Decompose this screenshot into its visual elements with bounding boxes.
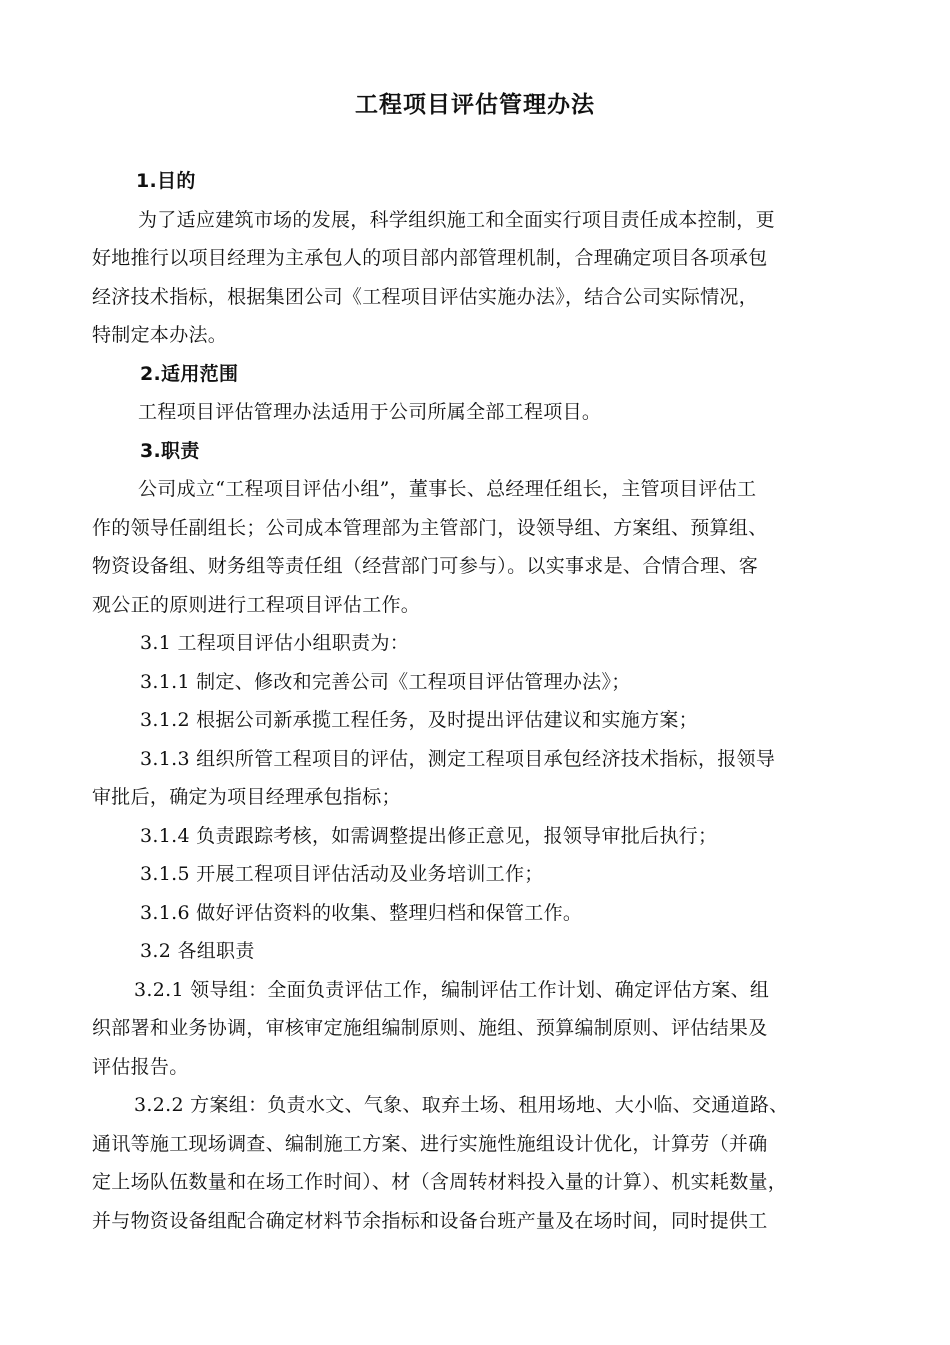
- paragraph-line: 物资设备组、财务组等责任组（经营部门可参与）。以实事求是、合情合理、客: [92, 555, 759, 577]
- paragraph-line: 特制定本办法。: [92, 324, 228, 346]
- paragraph-line: 通讯等施工现场调查、编制施工方案、进行实施性施组设计优化，计算劳（并确: [92, 1132, 768, 1155]
- paragraph-line: 好地推行以项目经理为主承包人的项目部内部管理机制，合理确定项目各项承包: [92, 247, 768, 269]
- paragraph-line: 3.1.1 制定、修改和完善公司《工程项目评估管理办法》；: [140, 670, 631, 693]
- paragraph-line: 审批后，确定为项目经理承包指标；: [92, 786, 401, 808]
- paragraph-line: 3.2.1 领导组：全面负责评估工作，编制评估工作计划、确定评估方案、组: [134, 978, 770, 1001]
- paragraph-line: 3.1.3 组织所管工程项目的评估，测定工程项目承包经济技术指标，报领导: [140, 747, 776, 770]
- paragraph-line: 观公正的原则进行工程项目评估工作。: [92, 593, 421, 616]
- paragraph-line: 为了适应建筑市场的发展，科学组织施工和全面实行项目责任成本控制，更: [138, 208, 775, 231]
- paragraph-line: 并与物资设备组配合确定材料节余指标和设备台班产量及在场时间，同时提供工: [92, 1209, 768, 1232]
- paragraph-line: 织部署和业务协调，审核审定施组编制原则、施组、预算编制原则、评估结果及: [92, 1017, 768, 1039]
- paragraph-line: 3.2 各组职责: [140, 940, 255, 962]
- section-heading: 3.职责: [140, 439, 200, 462]
- paragraph-line: 3.2.2 方案组：负责水文、气象、取弃土场、租用场地、大小临、交通道路、: [134, 1094, 789, 1116]
- section-heading: 1.目的: [136, 170, 196, 192]
- document-title: 工程项目评估管理办法: [355, 92, 595, 118]
- section-heading: 2.适用范围: [140, 362, 239, 385]
- paragraph-line: 3.1.4 负责跟踪考核，如需调整提出修正意见，报领导审批后执行；: [140, 824, 718, 847]
- paragraph-line: 作的领导任副组长；公司成本管理部为主管部门，设领导组、方案组、预算组、: [92, 516, 768, 539]
- paragraph-line: 3.1.6 做好评估资料的收集、整理归档和保管工作。: [140, 901, 583, 924]
- paragraph-line: 3.1 工程项目评估小组职责为：: [140, 632, 410, 654]
- paragraph-line: 3.1.5 开展工程项目评估活动及业务培训工作；: [140, 863, 544, 885]
- paragraph-line: 定上场队伍数量和在场工作时间）、材（含周转材料投入量的计算）、机实耗数量，: [92, 1171, 788, 1193]
- paragraph-line: 评估报告。: [92, 1055, 189, 1078]
- paragraph-line: 经济技术指标，根据集团公司《工程项目评估实施办法》，结合公司实际情况，: [92, 285, 759, 308]
- document-body: [92, 162, 872, 1240]
- paragraph-line: 工程项目评估管理办法适用于公司所属全部工程项目。: [138, 401, 602, 423]
- paragraph-line: 公司成立“工程项目评估小组”，董事长、总经理任组长，主管项目评估工: [138, 478, 757, 500]
- paragraph-line: 3.1.2 根据公司新承揽工程任务，及时提出评估建议和实施方案；: [140, 709, 698, 731]
